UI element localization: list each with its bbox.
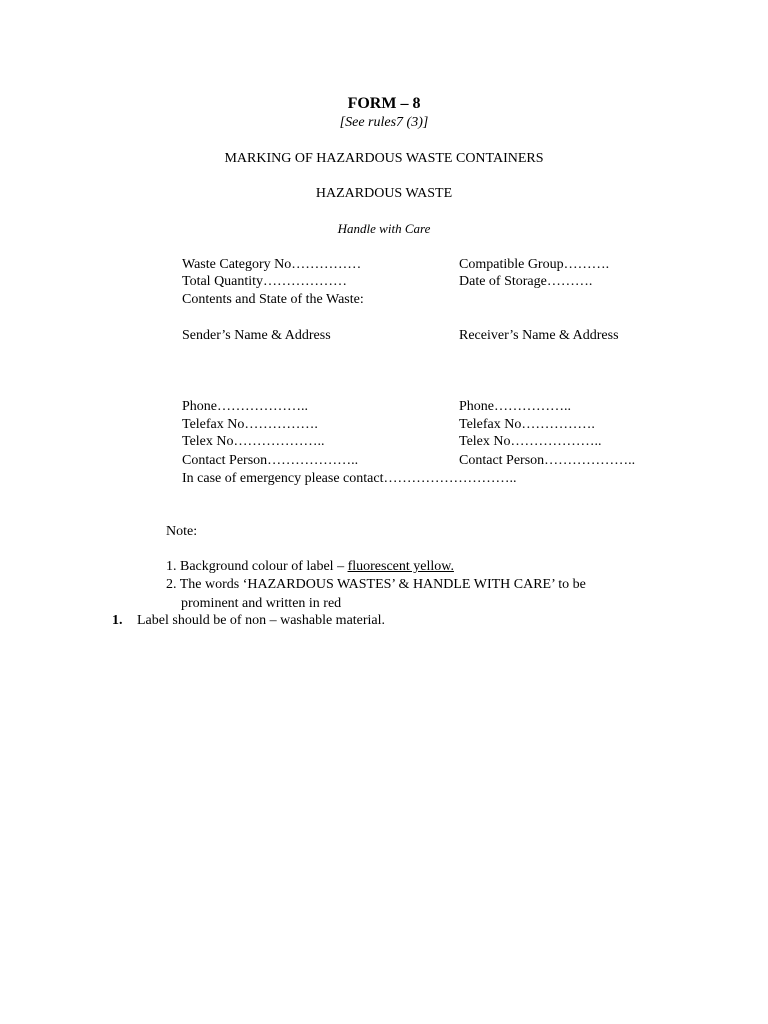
marking-heading: MARKING OF HAZARDOUS WASTE CONTAINERS: [224, 151, 544, 166]
sender-telefax-field: Telefax No…………….: [182, 417, 318, 432]
waste-category-field: Waste Category No……………: [182, 257, 362, 272]
note-label: Note:: [166, 524, 198, 539]
sender-telex-field: Telex No………………..: [182, 434, 325, 449]
note-item-1: [166, 558, 454, 575]
form-title: FORM – 8: [347, 95, 421, 112]
receiver-name-address-label: Receiver’s Name & Address: [459, 328, 619, 343]
hazardous-waste-heading: HAZARDOUS WASTE: [315, 186, 453, 201]
note-item-2-line-1: 2. The words ‘HAZARDOUS WASTES’ & HANDLE WITH CARE’ to be: [166, 577, 586, 592]
note-item-2-line-2: prominent and written in red: [181, 596, 342, 611]
receiver-telex-field: Telex No………………..: [459, 434, 602, 449]
emergency-contact-field: In case of emergency please contact………………………..: [182, 471, 517, 486]
receiver-contact-person-field: Contact Person………………..: [459, 453, 636, 468]
note-item-3-text: Label should be of non – washable material.: [137, 613, 386, 628]
handle-with-care-text: Handle with Care: [337, 221, 431, 236]
sender-name-address-label: Sender’s Name & Address: [182, 328, 331, 343]
total-quantity-field: Total Quantity………………: [182, 274, 348, 289]
form-subtitle: [See rules7 (3)]: [339, 115, 429, 130]
sender-contact-person-field: Contact Person………………..: [182, 453, 359, 468]
date-of-storage-field: Date of Storage……….: [459, 274, 593, 289]
receiver-telefax-field: Telefax No…………….: [459, 417, 595, 432]
note-item-1-text: 1. Background colour of label –: [166, 559, 348, 574]
compatible-group-field: Compatible Group……….: [459, 257, 610, 272]
note-item-1-emphasis: fluorescent yellow.: [347, 559, 454, 574]
note-item-3-number: 1.: [112, 613, 123, 628]
receiver-phone-field: Phone……………..: [459, 399, 571, 414]
contents-state-field: Contents and State of the Waste:: [182, 292, 364, 307]
sender-phone-field: Phone………………..: [182, 399, 308, 414]
